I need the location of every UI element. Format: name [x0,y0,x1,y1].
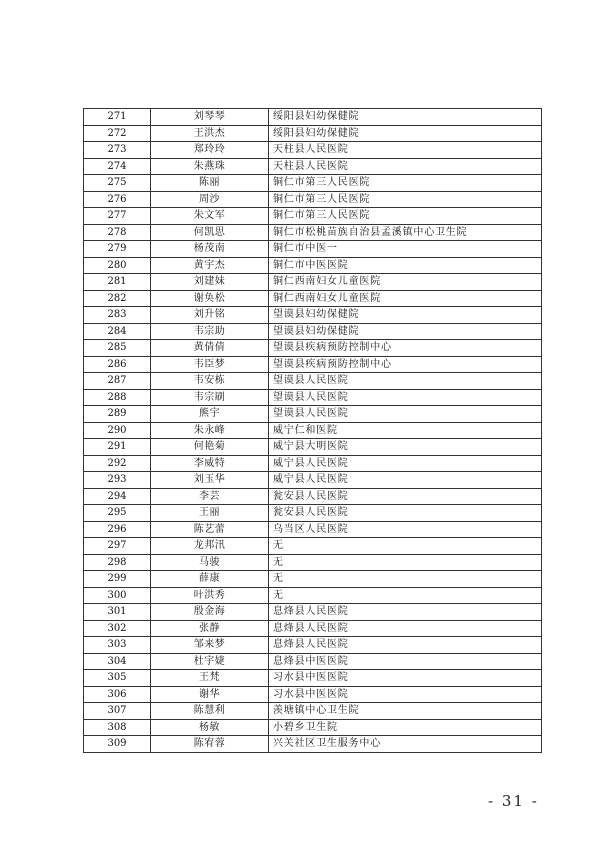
row-number-cell: 299 [84,571,151,588]
work-unit-cell: 羡塘镇中心卫生院 [269,703,542,720]
person-name-cell: 刘琴琴 [151,109,269,126]
person-name-cell: 黄宇杰 [151,257,269,274]
row-number-cell: 294 [84,488,151,505]
work-unit-cell: 无 [269,538,542,555]
person-name-cell: 郑玲玲 [151,142,269,159]
person-name-cell: 殷金海 [151,604,269,621]
work-unit-cell: 息烽县中医医院 [269,653,542,670]
work-unit-cell: 铜仁市中医医院 [269,257,542,274]
table-row [84,224,542,241]
person-name-cell: 李威特 [151,455,269,472]
person-name-cell: 李芸 [151,488,269,505]
table-row [84,142,542,159]
work-unit-cell: 望谟县人民医院 [269,389,542,406]
work-unit-cell: 铜仁西南妇女儿童医院 [269,290,542,307]
work-unit-cell: 望谟县人民医院 [269,373,542,390]
row-number-cell: 280 [84,257,151,274]
person-name-cell: 韦宗刷 [151,389,269,406]
row-number-cell: 292 [84,455,151,472]
table-row [84,620,542,637]
work-unit-cell: 息烽县人民医院 [269,604,542,621]
person-name-cell: 韦臣梦 [151,356,269,373]
table-row [84,719,542,736]
table-row [84,257,542,274]
work-unit-cell: 铜仁市中医一 [269,241,542,258]
work-unit-cell: 铜仁市松桃苗族自治县孟溪镇中心卫生院 [269,224,542,241]
person-name-cell: 韦安栋 [151,373,269,390]
table-row [84,323,542,340]
table-row [84,604,542,621]
row-number-cell: 273 [84,142,151,159]
row-number-cell: 277 [84,208,151,225]
row-number-cell: 284 [84,323,151,340]
table-row [84,521,542,538]
person-name-cell: 邹来梦 [151,637,269,654]
work-unit-cell: 绥阳县妇幼保健院 [269,125,542,142]
work-unit-cell: 绥阳县妇幼保健院 [269,109,542,126]
work-unit-cell: 兴关社区卫生服务中心 [269,736,542,753]
row-number-cell: 300 [84,587,151,604]
table-row [84,686,542,703]
work-unit-cell: 望谟县疾病预防控制中心 [269,356,542,373]
table-row [84,670,542,687]
work-unit-cell: 威宁县人民医院 [269,472,542,489]
person-name-cell: 朱永峰 [151,422,269,439]
person-name-cell: 刘建妹 [151,274,269,291]
work-unit-cell: 瓮安县人民医院 [269,505,542,522]
person-name-cell: 刘玉华 [151,472,269,489]
table-row [84,208,542,225]
work-unit-cell: 威宁仁和医院 [269,422,542,439]
table-row [84,587,542,604]
row-number-cell: 298 [84,554,151,571]
row-number-cell: 271 [84,109,151,126]
person-name-cell: 杜宇婕 [151,653,269,670]
row-number-cell: 288 [84,389,151,406]
person-name-cell: 谢华 [151,686,269,703]
table-row [84,455,542,472]
person-name-cell: 何凯思 [151,224,269,241]
person-name-cell: 马骏 [151,554,269,571]
table-row [84,307,542,324]
table-row [84,422,542,439]
work-unit-cell: 铜仁西南妇女儿童医院 [269,274,542,291]
row-number-cell: 286 [84,356,151,373]
table-row [84,290,542,307]
table-row [84,538,542,555]
table-row [84,653,542,670]
table-row [84,703,542,720]
table-row [84,389,542,406]
person-name-cell: 陈慧利 [151,703,269,720]
row-number-cell: 282 [84,290,151,307]
work-unit-cell: 乌当区人民医院 [269,521,542,538]
roster-table-body [84,109,542,753]
table-row [84,191,542,208]
person-name-cell: 杨茂南 [151,241,269,258]
work-unit-cell: 天柱县人民医院 [269,142,542,159]
work-unit-cell: 小碧乡卫生院 [269,719,542,736]
person-name-cell: 龙邦汛 [151,538,269,555]
row-number-cell: 279 [84,241,151,258]
row-number-cell: 296 [84,521,151,538]
person-name-cell: 杨敏 [151,719,269,736]
person-name-cell: 谢奂松 [151,290,269,307]
row-number-cell: 291 [84,439,151,456]
person-name-cell: 朱燕珠 [151,158,269,175]
person-name-cell: 薛康 [151,571,269,588]
table-row [84,488,542,505]
person-name-cell: 朱文军 [151,208,269,225]
row-number-cell: 278 [84,224,151,241]
page-number: - 31 - [488,792,539,810]
work-unit-cell: 无 [269,554,542,571]
work-unit-cell: 望谟县妇幼保健院 [269,323,542,340]
person-name-cell: 黄倩倩 [151,340,269,357]
row-number-cell: 276 [84,191,151,208]
table-row [84,736,542,753]
person-name-cell: 陈艺蕾 [151,521,269,538]
row-number-cell: 281 [84,274,151,291]
work-unit-cell: 威宁县大明医院 [269,439,542,456]
work-unit-cell: 瓮安县人民医院 [269,488,542,505]
person-name-cell: 张静 [151,620,269,637]
work-unit-cell: 铜仁市第三人民医院 [269,175,542,192]
work-unit-cell: 望谟县人民医院 [269,406,542,423]
row-number-cell: 287 [84,373,151,390]
row-number-cell: 303 [84,637,151,654]
table-row [84,373,542,390]
work-unit-cell: 铜仁市第三人民医院 [269,191,542,208]
table-row [84,472,542,489]
row-number-cell: 285 [84,340,151,357]
work-unit-cell: 无 [269,571,542,588]
work-unit-cell: 习水县中医医院 [269,670,542,687]
row-number-cell: 290 [84,422,151,439]
person-name-cell: 熊宇 [151,406,269,423]
row-number-cell: 297 [84,538,151,555]
work-unit-cell: 望谟县疾病预防控制中心 [269,340,542,357]
person-name-cell: 陈丽 [151,175,269,192]
row-number-cell: 309 [84,736,151,753]
person-name-cell: 刘升铭 [151,307,269,324]
work-unit-cell: 息烽县人民医院 [269,620,542,637]
work-unit-cell: 息烽县人民医院 [269,637,542,654]
person-name-cell: 叶洪秀 [151,587,269,604]
row-number-cell: 306 [84,686,151,703]
row-number-cell: 295 [84,505,151,522]
person-name-cell: 王丽 [151,505,269,522]
row-number-cell: 308 [84,719,151,736]
work-unit-cell: 习水县中医医院 [269,686,542,703]
row-number-cell: 283 [84,307,151,324]
work-unit-cell: 望谟县妇幼保健院 [269,307,542,324]
person-name-cell: 王洪杰 [151,125,269,142]
person-name-cell: 韦宗助 [151,323,269,340]
work-unit-cell: 威宁县人民医院 [269,455,542,472]
row-number-cell: 274 [84,158,151,175]
table-row [84,175,542,192]
roster-table [83,108,542,753]
table-row [84,406,542,423]
work-unit-cell: 无 [269,587,542,604]
work-unit-cell: 铜仁市第三人民医院 [269,208,542,225]
table-row [84,340,542,357]
row-number-cell: 289 [84,406,151,423]
row-number-cell: 301 [84,604,151,621]
table-row [84,158,542,175]
row-number-cell: 272 [84,125,151,142]
person-name-cell: 陈宥蓉 [151,736,269,753]
table-row [84,571,542,588]
table-row [84,125,542,142]
row-number-cell: 305 [84,670,151,687]
row-number-cell: 275 [84,175,151,192]
row-number-cell: 302 [84,620,151,637]
table-row [84,274,542,291]
table-row [84,356,542,373]
table-row [84,241,542,258]
table-row [84,505,542,522]
table-row [84,554,542,571]
row-number-cell: 304 [84,653,151,670]
table-row [84,637,542,654]
person-name-cell: 何艳菊 [151,439,269,456]
table-row [84,439,542,456]
table-row [84,109,542,126]
row-number-cell: 307 [84,703,151,720]
work-unit-cell: 天柱县人民医院 [269,158,542,175]
person-name-cell: 周沙 [151,191,269,208]
row-number-cell: 293 [84,472,151,489]
person-name-cell: 王梵 [151,670,269,687]
